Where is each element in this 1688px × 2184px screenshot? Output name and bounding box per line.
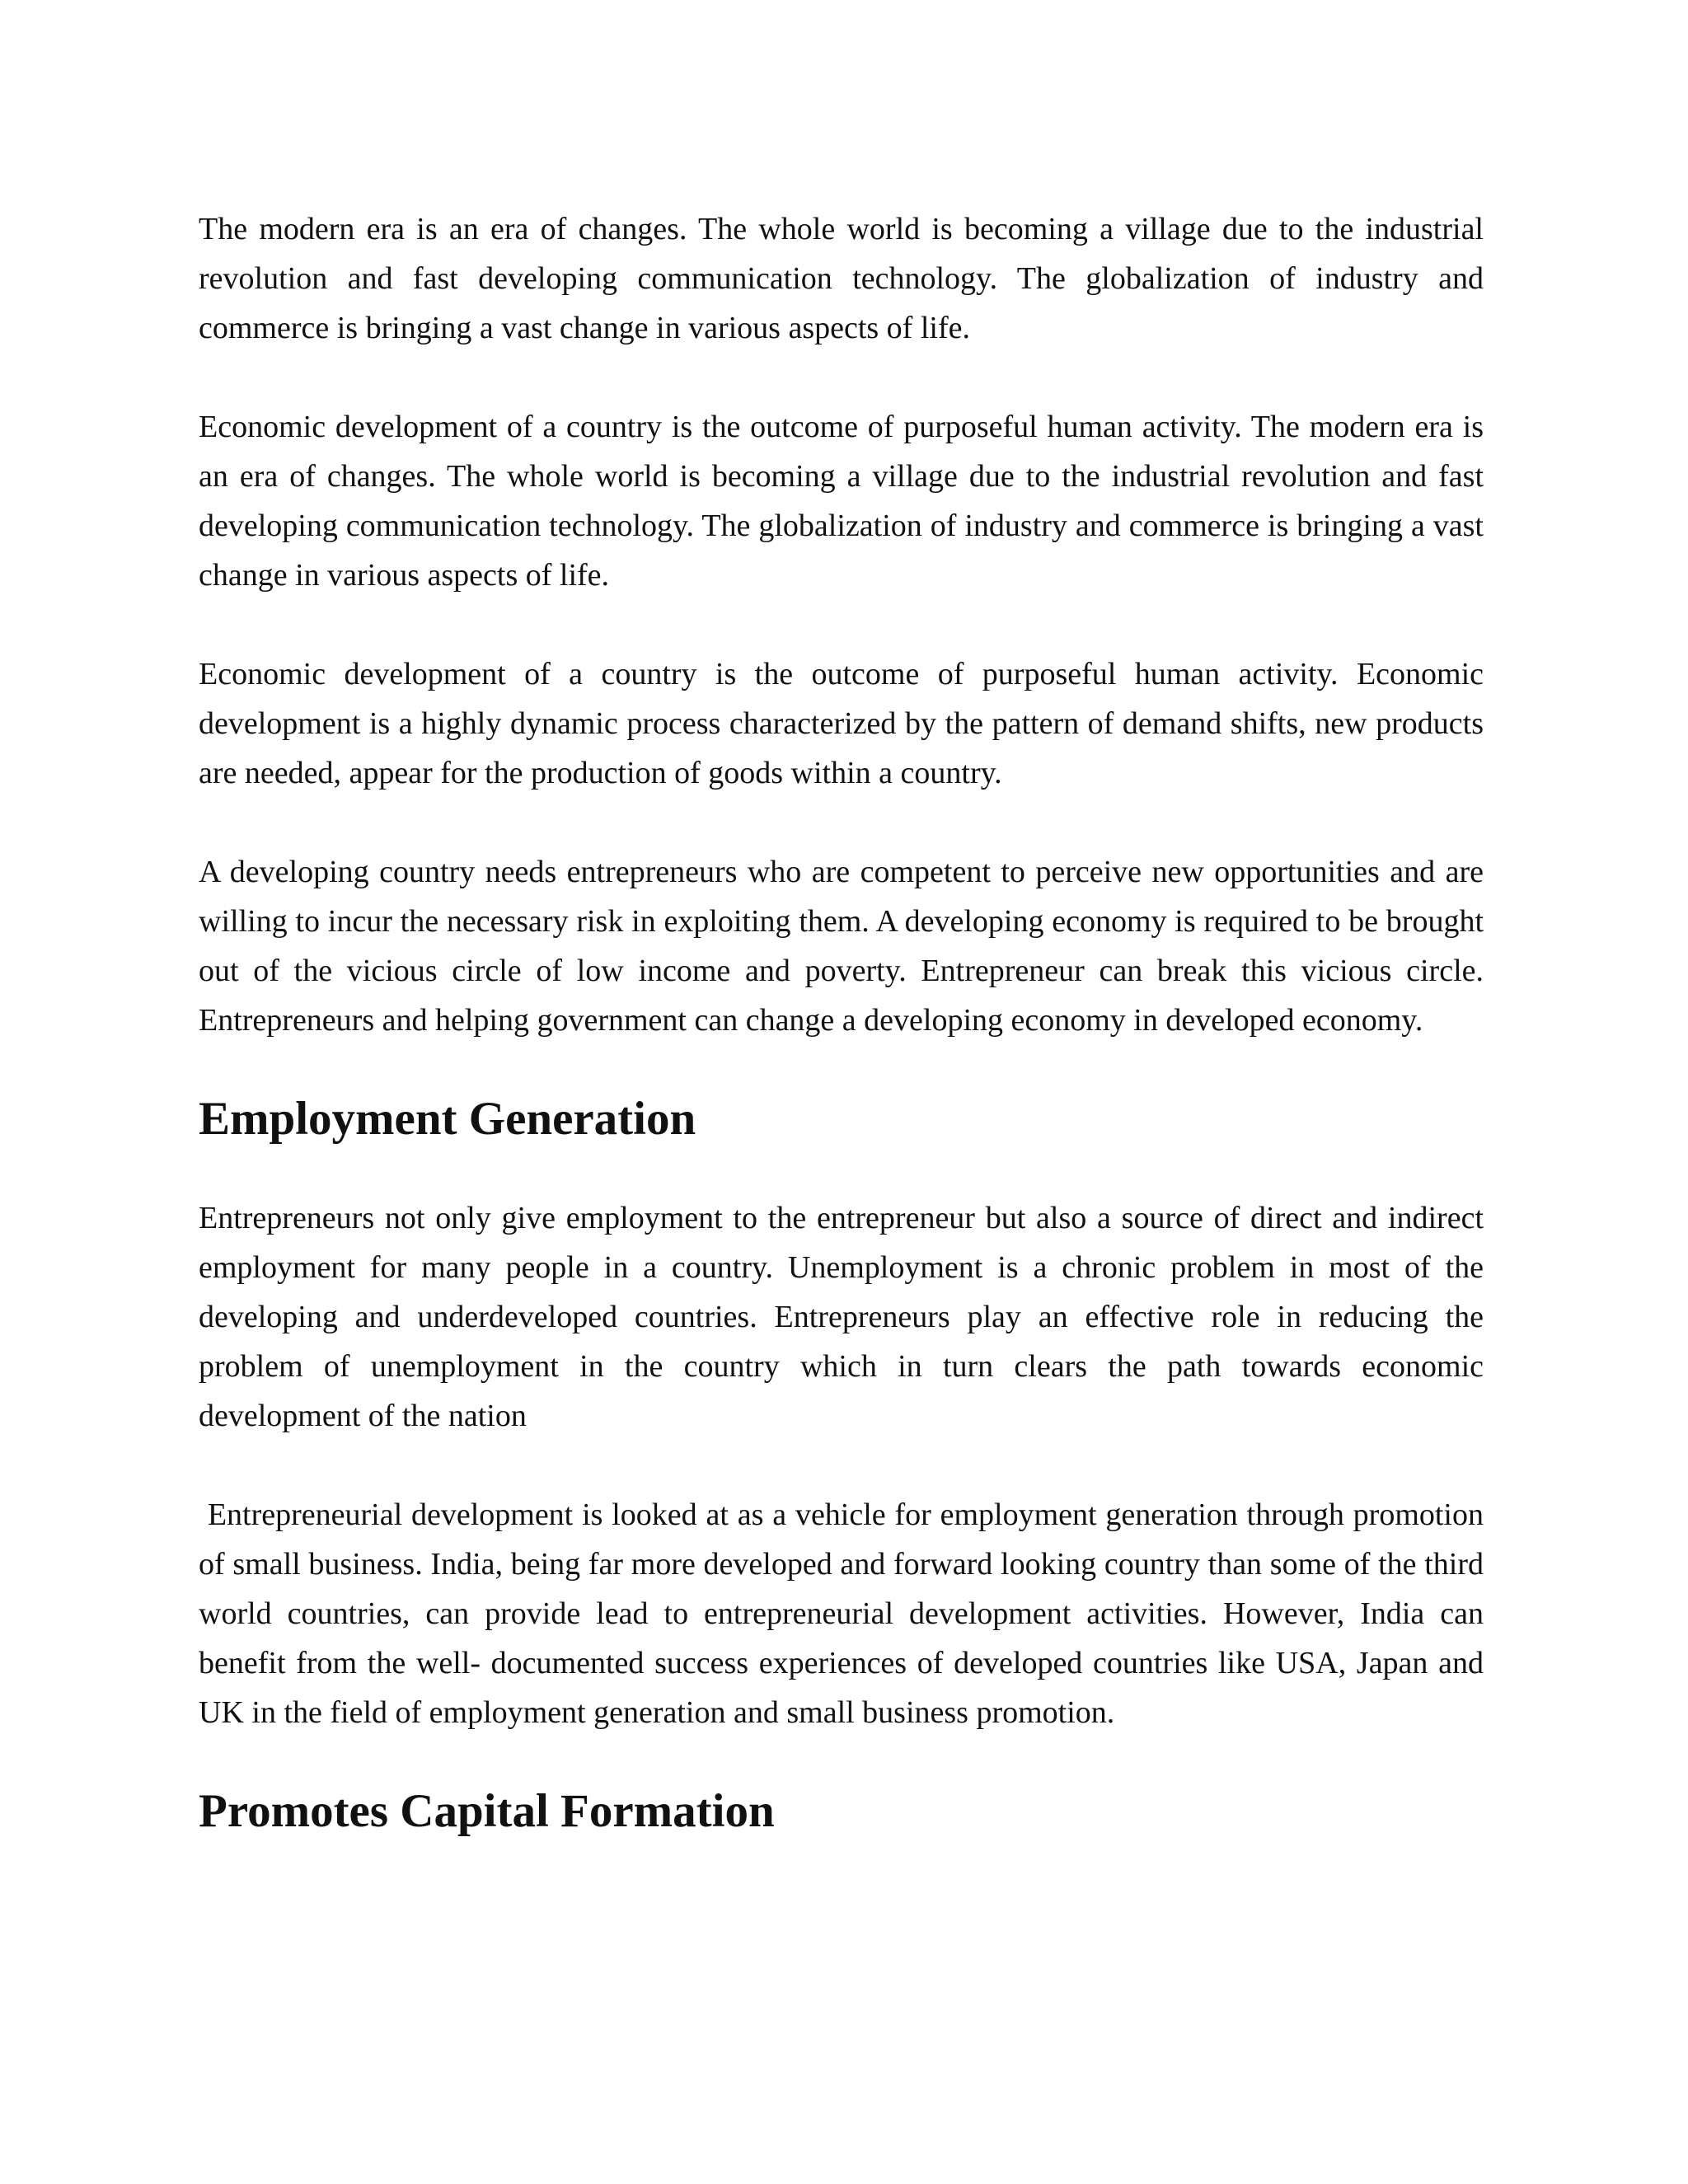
paragraph-modern-era: The modern era is an era of changes. The whole world is becoming a village due to the industrial revolution and fast developing communication technology. The globalization of industry and commerce is bringing a vast change in various aspects of life. [199, 212, 1484, 345]
paragraph-entrepreneurial-development: Entrepreneurial development is looked at as a vehicle for employment generation through promotion of small business. India, being far more developed and forward looking country than some of the third world countries, can provide lead to entrepreneurial development activities. However, India can benefit from the well- documented success experiences of developed countries like USA, Japan and UK in the field of employment generation and small business promotion. [199, 1497, 1484, 1730]
heading-employment-generation: Employment Generation [199, 1093, 696, 1145]
paragraph-employment: Entrepreneurs not only give employment to the entrepreneur but also a source of direct and indirect employment for many people in a country. Unemployment is a chronic problem in most of the developing and underdeveloped countries. Entrepreneurs play an effective role in reducing the problem of unemployment in the country which in turn clears the path towards economic development of the nation [199, 1201, 1484, 1433]
document-body [199, 204, 1484, 1886]
paragraph-developing-country: A developing country needs entrepreneurs who are competent to perceive new opportunities and are willing to incur the necessary risk in exploiting them. A developing economy is required to be brought out of the vicious circle of low income and poverty. Entrepreneur can break this vicious circle. Entrepreneurs and helping government can change a developing economy in developed economy. [199, 855, 1484, 1038]
heading-promotes-capital-formation: Promotes Capital Formation [199, 1785, 775, 1837]
paragraph-economic-development-intro: Economic development of a country is the outcome of purposeful human activity. The modern era is an era of changes. The whole world is becoming a village due to the industrial revolution and fast developing communication technology. The globalization of industry and commerce is bringing a vast change in various aspects of life. [199, 410, 1484, 593]
paragraph-economic-development-dynamic: Economic development of a country is the outcome of purposeful human activity. Economic development is a highly dynamic process characterized by the pattern of demand shifts, new products are needed, appear for the production of goods within a country. [199, 657, 1484, 790]
